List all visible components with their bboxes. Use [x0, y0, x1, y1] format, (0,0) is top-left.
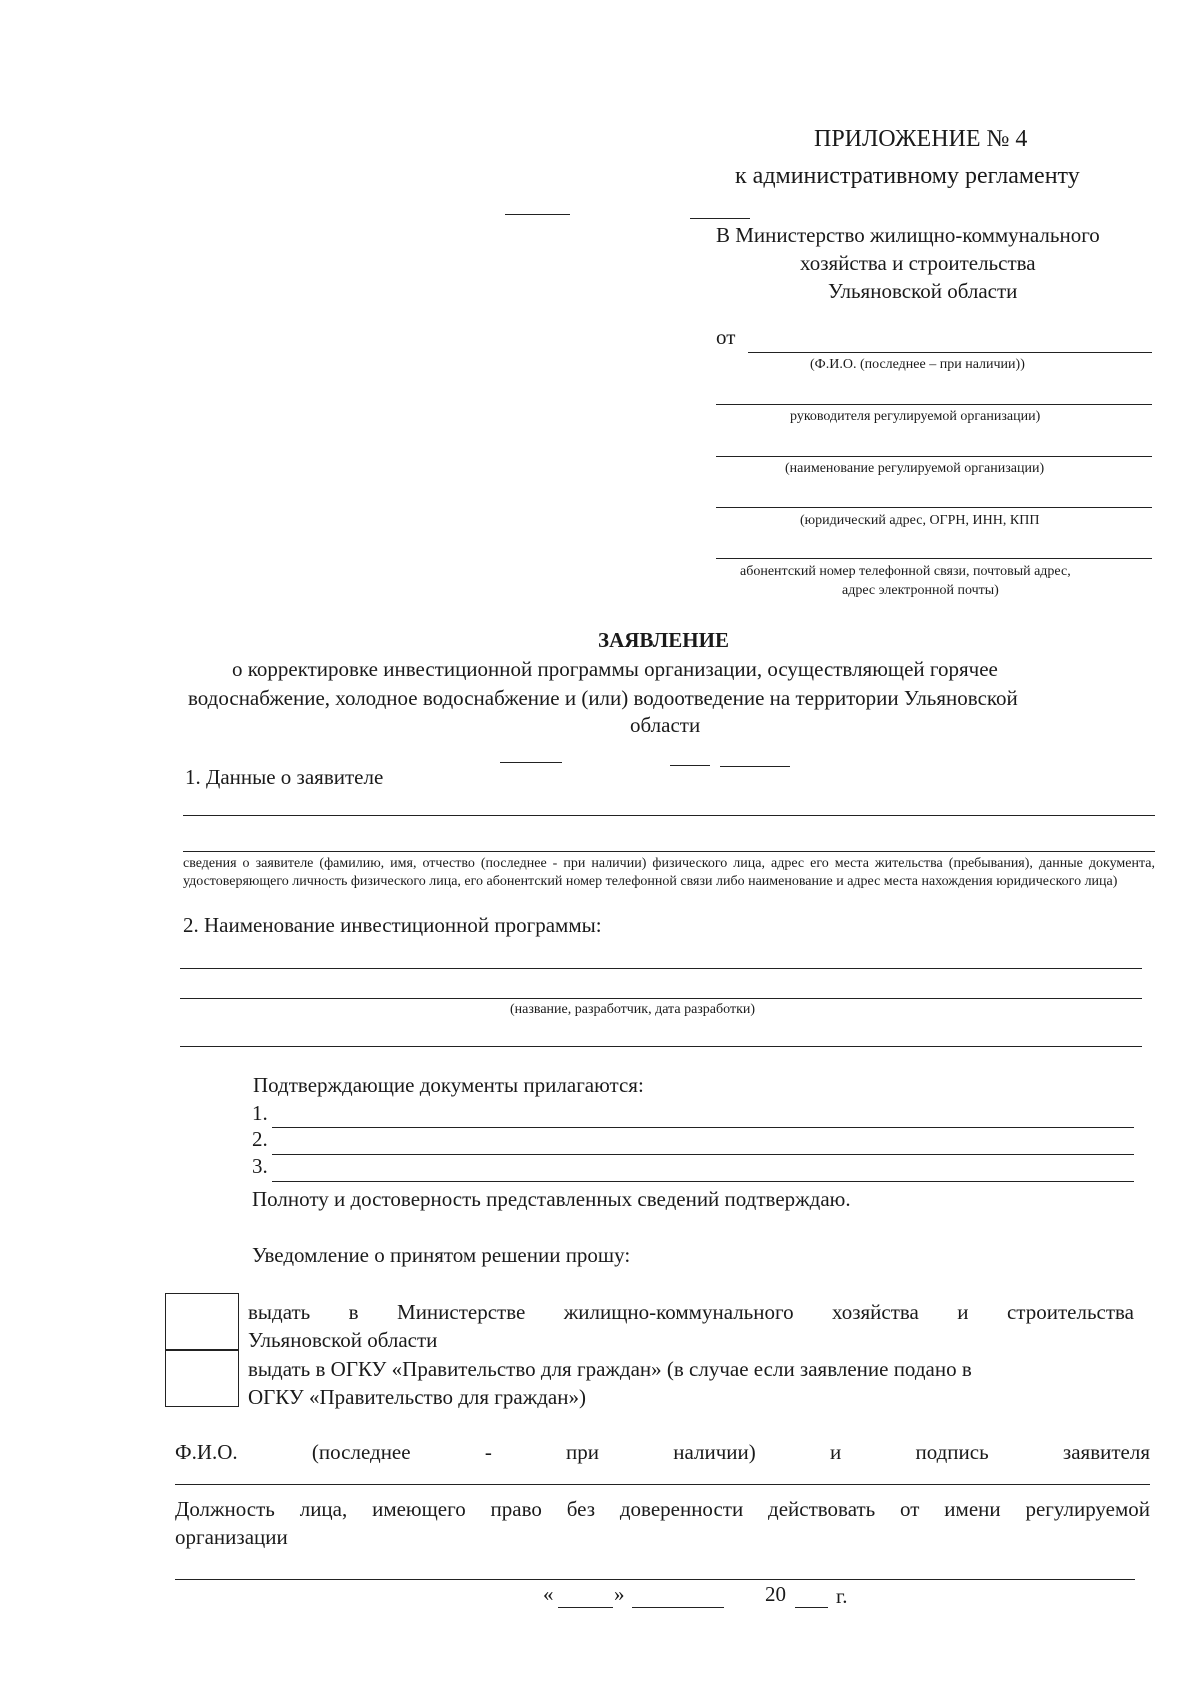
signature-word: (последнее — [311, 1440, 411, 1464]
option-ministry-text-cont: Ульяновской области — [248, 1328, 438, 1352]
option-ogku-text-cont: ОГКУ «Правительство для граждан») — [248, 1385, 586, 1409]
program-hint: (название, разработчик, дата разработки) — [510, 1002, 756, 1017]
document-item-field[interactable] — [272, 1181, 1134, 1182]
option-ministry-checkbox[interactable] — [165, 1293, 239, 1351]
position-text-cont: организации — [175, 1525, 288, 1549]
applicant-data-label: 1. Данные о заявителе — [185, 765, 384, 789]
document-item-field[interactable] — [272, 1127, 1134, 1128]
fio-field[interactable] — [748, 352, 1152, 353]
scan-mark — [720, 766, 790, 767]
contacts-hint-2: адрес электронной почты) — [842, 583, 999, 598]
document-item-number: 3. — [252, 1154, 268, 1178]
legal-hint: (юридический адрес, ОГРН, ИНН, КПП — [800, 513, 1040, 528]
scan-mark — [505, 214, 570, 215]
signature-word: заявителя — [1062, 1440, 1150, 1464]
option-ministry-text: выдать в Министерстве жилищно-коммунального хозяйства и строительства — [248, 1300, 1134, 1324]
appendix-title: ПРИЛОЖЕНИЕ № 4 — [814, 126, 1028, 152]
addressee-line-3: Ульяновской области — [828, 279, 1018, 303]
position-field[interactable] — [175, 1579, 1135, 1580]
date-close-quote: » — [614, 1582, 625, 1606]
signature-word: Ф.И.О. — [175, 1440, 238, 1464]
date-day-field[interactable] — [558, 1607, 613, 1608]
signature-field[interactable] — [175, 1484, 1150, 1485]
org-hint: (наименование регулируемой организации) — [785, 461, 1045, 476]
scan-mark — [690, 218, 750, 219]
notification-label: Уведомление о принятом решении прошу: — [252, 1243, 631, 1267]
document-heading: ЗАЯВЛЕНИЕ — [598, 628, 729, 652]
applicant-field-2[interactable] — [183, 851, 1155, 852]
signature-word: и — [830, 1440, 842, 1464]
org-field[interactable] — [716, 456, 1152, 457]
date-year-prefix: 20 — [765, 1582, 786, 1606]
addressee-line-1: В Министерство жилищно-коммунального — [716, 223, 1100, 247]
scan-mark — [670, 765, 710, 766]
applicant-field-1[interactable] — [183, 815, 1155, 816]
addressee-line-2: хозяйства и строительства — [800, 251, 1036, 275]
date-year-suffix: г. — [836, 1584, 848, 1608]
legal-field[interactable] — [716, 507, 1152, 508]
confirmation-text: Полноту и достоверность представленных сведений подтверждаю. — [252, 1187, 851, 1211]
regulation-subtitle: к административному регламенту — [735, 163, 1080, 189]
head-field[interactable] — [716, 404, 1152, 405]
signature-caption — [175, 1440, 1150, 1465]
contacts-field[interactable] — [716, 558, 1152, 559]
document-subheading-1: о корректировке инвестиционной программы организации, осуществляющей горячее — [232, 657, 998, 681]
from-prefix: от — [716, 325, 736, 349]
fio-hint: (Ф.И.О. (последнее – при наличии)) — [810, 357, 1025, 372]
document-item-number: 2. — [252, 1127, 268, 1151]
signature-word: наличии) — [673, 1440, 756, 1464]
program-field-1[interactable] — [180, 968, 1142, 969]
contacts-hint-1: абонентский номер телефонной связи, почтовый адрес, — [740, 564, 1071, 579]
date-month-field[interactable] — [632, 1607, 724, 1608]
signature-word: при — [566, 1440, 600, 1464]
document-subheading-3: области — [630, 713, 701, 737]
documents-label: Подтверждающие документы прилагаются: — [253, 1073, 644, 1097]
document-item-field[interactable] — [272, 1154, 1134, 1155]
head-hint: руководителя регулируемой организации) — [790, 409, 1041, 424]
position-text: Должность лица, имеющего право без доверенности действовать от имени регулируемой — [175, 1497, 1150, 1521]
document-subheading-2: водоснабжение, холодное водоснабжение и (или) водоотведение на территории Ульяновской — [188, 686, 1018, 710]
option-ogku-checkbox[interactable] — [165, 1349, 239, 1407]
program-field-3[interactable] — [180, 1046, 1142, 1047]
date-year-field[interactable] — [795, 1607, 828, 1608]
signature-word: подпись — [915, 1440, 989, 1464]
document-item-number: 1. — [252, 1101, 268, 1125]
signature-word: - — [484, 1440, 492, 1464]
scan-mark — [500, 762, 562, 763]
option-ogku-text: выдать в ОГКУ «Правительство для граждан» (в случае если заявление подано в — [248, 1357, 972, 1381]
program-field-2[interactable] — [180, 998, 1142, 999]
program-name-label: 2. Наименование инвестиционной программы: — [183, 913, 602, 937]
applicant-hint: сведения о заявителе (фамилию, имя, отчество (последнее - при наличии) физического лица, адрес его места жительства (пребывания), данные документа, удостоверяющего личность физического лица, его абонентский номер телефонной связи либо наименование и адрес места нахождения юридического лица) — [183, 856, 1155, 889]
date-open-quote: « — [543, 1582, 554, 1606]
